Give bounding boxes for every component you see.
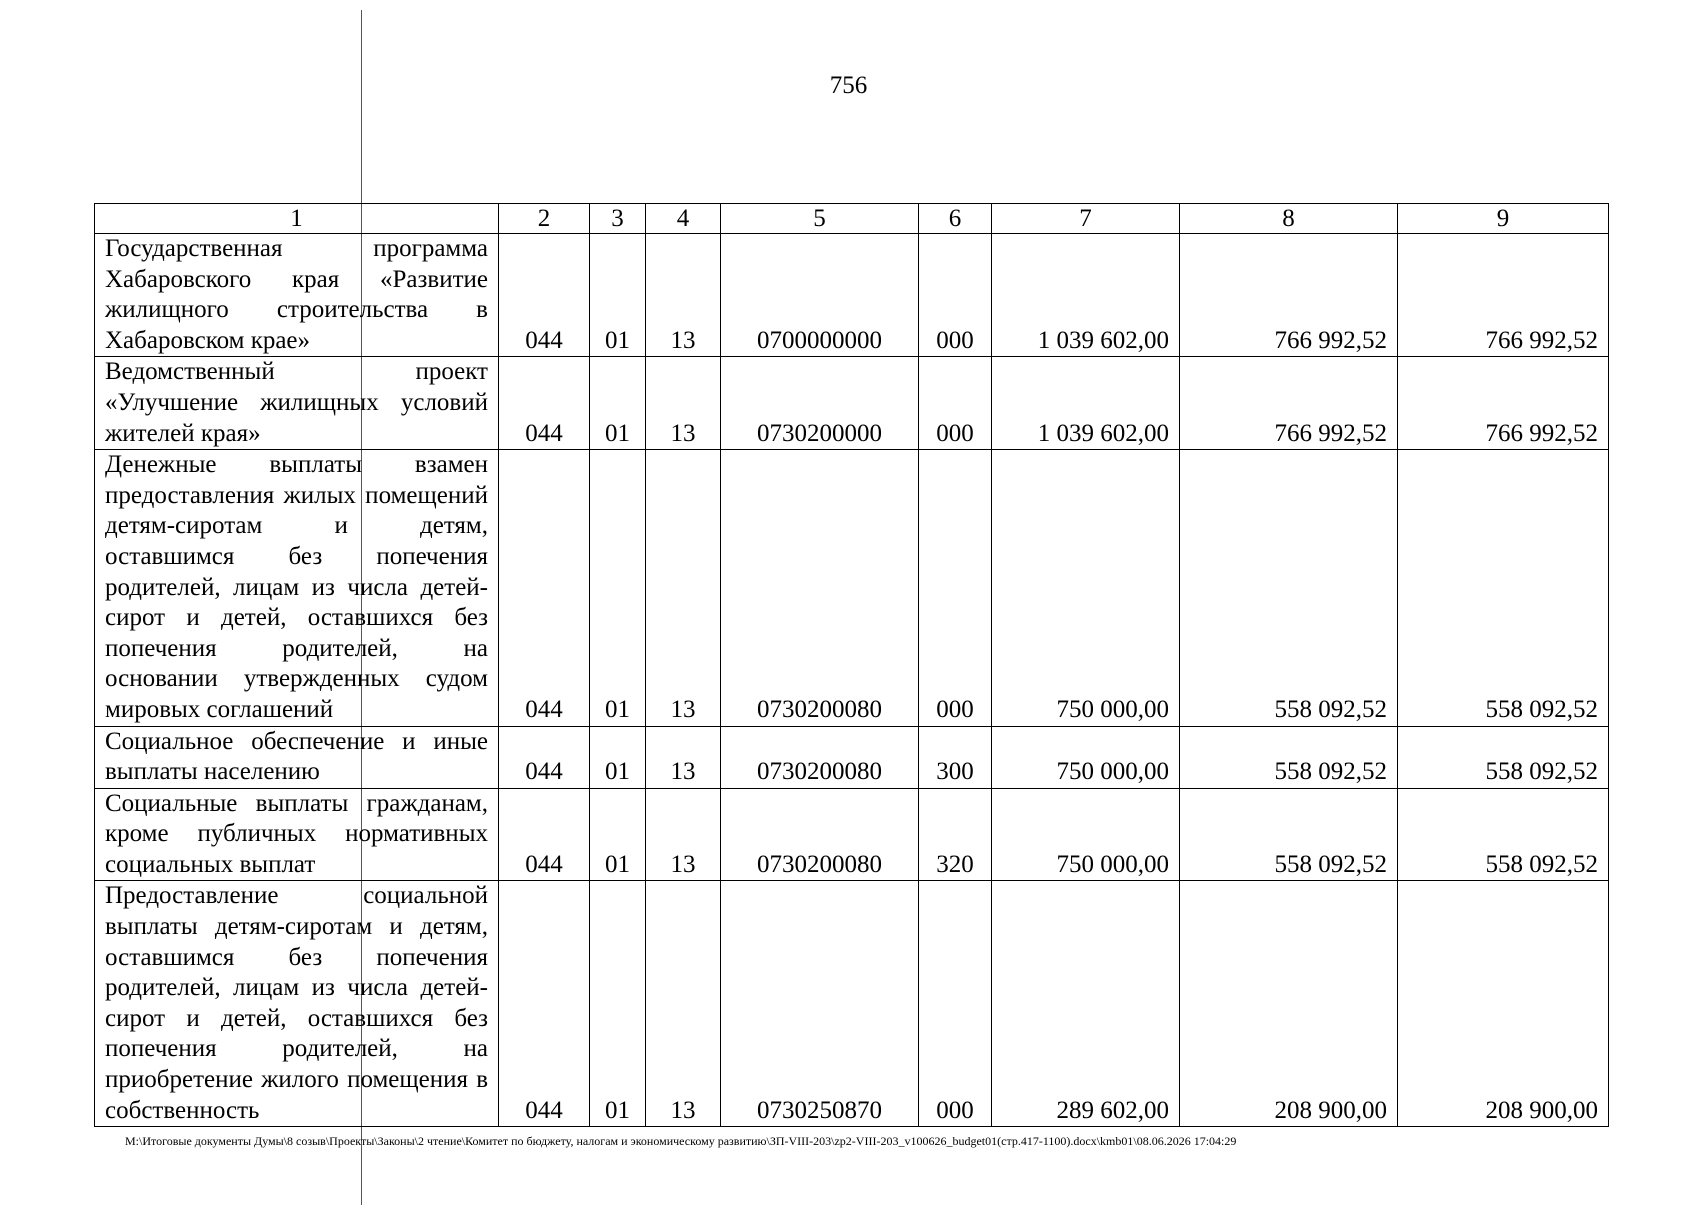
cell-ministry-code: 044 [499, 788, 590, 881]
cell-section: 01 [590, 357, 646, 450]
table-row [95, 881, 1609, 1127]
cell-subsection: 13 [646, 234, 721, 357]
row-description: Ведомственный проект «Улучшение жилищных условий жителей края» [95, 357, 499, 450]
cell-section: 01 [590, 450, 646, 726]
table-row [95, 788, 1609, 881]
header-cell: 5 [721, 204, 919, 234]
row-description: Социальные выплаты гражданам, кроме публичных нормативных социальных выплат [95, 788, 499, 881]
cell-target-article: 0730200080 [721, 450, 919, 726]
cell-expense-type: 000 [919, 881, 992, 1127]
cell-subsection: 13 [646, 788, 721, 881]
cell-amount-9: 766 992,52 [1398, 234, 1609, 357]
header-cell: 8 [1180, 204, 1398, 234]
cell-amount-7: 289 602,00 [992, 881, 1180, 1127]
cell-ministry-code: 044 [499, 450, 590, 726]
budget-table [94, 203, 1609, 1127]
cell-expense-type: 000 [919, 357, 992, 450]
header-cell: 9 [1398, 204, 1609, 234]
cell-amount-9: 558 092,52 [1398, 726, 1609, 788]
table-row [95, 450, 1609, 726]
cell-section: 01 [590, 788, 646, 881]
cell-amount-8: 208 900,00 [1180, 881, 1398, 1127]
cell-target-article: 0730200080 [721, 788, 919, 881]
cell-section: 01 [590, 726, 646, 788]
header-cell: 3 [590, 204, 646, 234]
table-row [95, 234, 1609, 357]
cell-amount-9: 208 900,00 [1398, 881, 1609, 1127]
cell-amount-8: 766 992,52 [1180, 234, 1398, 357]
row-description: Государственная программа Хабаровского края «Развитие жилищного строительства в Хабаровском крае» [95, 234, 499, 357]
cell-amount-8: 558 092,52 [1180, 726, 1398, 788]
cell-amount-7: 1 039 602,00 [992, 357, 1180, 450]
cell-expense-type: 300 [919, 726, 992, 788]
header-cell: 6 [919, 204, 992, 234]
header-cell: 4 [646, 204, 721, 234]
cell-ministry-code: 044 [499, 726, 590, 788]
cell-ministry-code: 044 [499, 357, 590, 450]
cell-amount-9: 558 092,52 [1398, 450, 1609, 726]
cell-amount-7: 750 000,00 [992, 788, 1180, 881]
cell-amount-7: 750 000,00 [992, 450, 1180, 726]
header-cell: 2 [499, 204, 590, 234]
cell-subsection: 13 [646, 357, 721, 450]
row-description: Предоставление социальной выплаты детям-сиротам и детям, оставшимся без попечения родителей, лицам из числа детей-сирот и детей, оставшихся без попечения родителей, на приобретение жилого помещения в собственность [95, 881, 499, 1127]
cell-section: 01 [590, 234, 646, 357]
cell-target-article: 0730200080 [721, 726, 919, 788]
cell-amount-8: 558 092,52 [1180, 788, 1398, 881]
cell-ministry-code: 044 [499, 881, 590, 1127]
cell-subsection: 13 [646, 726, 721, 788]
cell-amount-8: 766 992,52 [1180, 357, 1398, 450]
cell-amount-8: 558 092,52 [1180, 450, 1398, 726]
cell-amount-7: 750 000,00 [992, 726, 1180, 788]
row-description: Социальное обеспечение и иные выплаты населению [95, 726, 499, 788]
cell-section: 01 [590, 881, 646, 1127]
row-description: Денежные выплаты взамен предоставления жилых помещений детям-сиротам и детям, оставшимся без попечения родителей, лицам из числа детей-сирот и детей, оставшихся без попечения родителей, на основании утвержденных судом мировых соглашений [95, 450, 499, 726]
table-row [95, 357, 1609, 450]
cell-subsection: 13 [646, 881, 721, 1127]
table-row [95, 726, 1609, 788]
table-header-row [95, 204, 1609, 234]
cell-expense-type: 320 [919, 788, 992, 881]
cell-ministry-code: 044 [499, 234, 590, 357]
cell-amount-9: 558 092,52 [1398, 788, 1609, 881]
cell-amount-9: 766 992,52 [1398, 357, 1609, 450]
cell-subsection: 13 [646, 450, 721, 726]
cell-amount-7: 1 039 602,00 [992, 234, 1180, 357]
cell-target-article: 0730250870 [721, 881, 919, 1127]
footer-file-path: M:\Итоговые документы Думы\8 созыв\Проекты\Законы\2 чтение\Комитет по бюджету, налогам и экономическому развитию\ЗП-VIII-203\zp2-VIII-203_v100626_budget01(стр.417-1100).docx\kmb01\08.06.2026 17:04:29 [125, 1134, 1237, 1148]
cell-target-article: 0700000000 [721, 234, 919, 357]
cell-expense-type: 000 [919, 234, 992, 357]
header-cell: 7 [992, 204, 1180, 234]
cell-target-article: 0730200000 [721, 357, 919, 450]
cell-expense-type: 000 [919, 450, 992, 726]
page-number: 756 [829, 72, 868, 99]
header-cell: 1 [95, 204, 499, 234]
